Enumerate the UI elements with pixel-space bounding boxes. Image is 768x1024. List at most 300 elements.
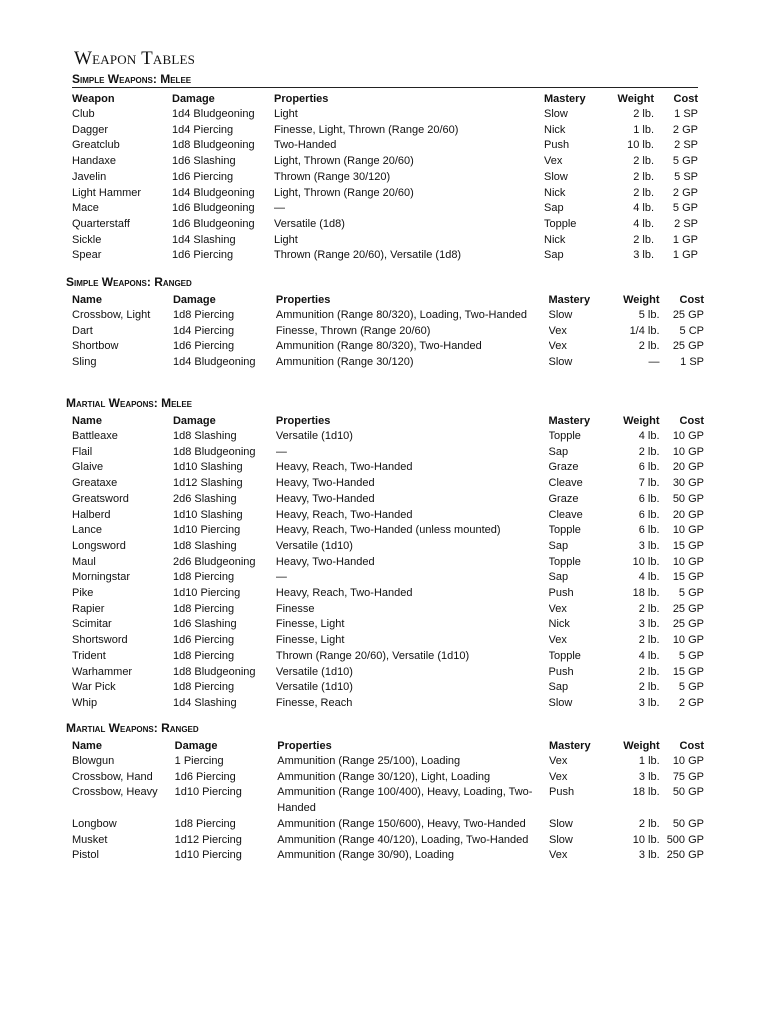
table-cell: Sling (72, 356, 97, 369)
table-row (72, 308, 704, 324)
column-header: Mastery (544, 93, 586, 105)
table-cell: 1d6 Piercing (172, 634, 235, 647)
table-cell: 10 GP (672, 430, 704, 442)
table-row (72, 154, 698, 170)
table-cell: 1d4 Slashing (172, 233, 236, 246)
table-cell: Mace (72, 202, 99, 215)
table-cell: Two-Handed (274, 139, 337, 152)
table-cell: 1d4 Piercing (172, 324, 235, 337)
table-cell: Heavy, Reach, Two-Handed (unless mounted) (275, 524, 501, 537)
table-cell: Finesse, Light, Thrown (Range 20/60) (274, 123, 459, 136)
table-cell: Slow (544, 170, 568, 183)
table-cell: 2 GP (672, 123, 698, 136)
table-cell: 1d4 Bludgeoning (172, 186, 255, 199)
table-cell: 1d4 Bludgeoning (172, 356, 256, 369)
table-row (72, 138, 698, 154)
table-cell: 3 lb. (638, 696, 660, 709)
table-header-row (72, 292, 704, 308)
table-cell: Light (274, 108, 298, 120)
table-cell: 1d8 Piercing (172, 571, 235, 584)
table-cell: Graze (548, 492, 579, 505)
table-cell: 1d12 Piercing (174, 833, 242, 846)
table-cell: Slow (549, 817, 573, 830)
table-cell: 6 lb. (638, 461, 660, 474)
table-cell: Halberd (72, 508, 111, 521)
table-cell: 1d8 Bludgeoning (172, 139, 255, 152)
table-cell: 2d6 Bludgeoning (172, 555, 256, 568)
table-cell: 5 GP (672, 202, 698, 215)
table-cell: 75 GP (672, 770, 704, 783)
table-row (72, 107, 698, 123)
table-cell: Graze (548, 461, 579, 474)
table-cell: Slow (548, 309, 573, 321)
column-header: Damage (172, 294, 216, 306)
table-cell: Versatile (1d10) (275, 681, 353, 694)
page-title: Weapon Tables (74, 48, 196, 69)
table-cell: 1 Piercing (174, 755, 224, 767)
table-header-row (72, 738, 704, 754)
table-cell: 10 GP (672, 555, 704, 568)
table-cell: Topple (548, 430, 581, 442)
table-cell: Versatile (1d8) (274, 217, 345, 230)
table-cell: 500 GP (666, 833, 704, 846)
table-cell: Battleaxe (72, 430, 118, 442)
table-cell: Ammunition (Range 80/320), Loading, Two-Handed (275, 309, 528, 321)
table-cell: Ammunition (Range 150/600), Heavy, Two-Handed (277, 817, 526, 830)
table-cell: 1d10 Piercing (174, 786, 242, 799)
column-header: Cost (679, 294, 704, 306)
table-cell: Heavy, Two-Handed (275, 477, 375, 490)
table-cell: 2 lb. (638, 602, 660, 615)
table-row (72, 460, 704, 476)
table-cell: Heavy, Reach, Two-Handed (275, 587, 413, 600)
table-cell: 1d4 Slashing (172, 696, 237, 709)
table-row (72, 339, 704, 355)
table-cell: Topple (544, 217, 577, 230)
table-cell: 2 lb. (633, 233, 654, 246)
table-cell: Sap (544, 249, 564, 262)
table-cell: Vex (548, 634, 567, 647)
table-cell: Thrown (Range 20/60), Versatile (1d10) (275, 649, 470, 662)
table-cell: — (275, 445, 287, 458)
table-cell: 4 lb. (633, 202, 654, 215)
column-header: Weapon (72, 93, 115, 105)
table-cell: 4 lb. (638, 571, 660, 584)
table-cell: Handaxe (72, 155, 117, 168)
table-row (72, 233, 698, 249)
table-cell: Crossbow, Heavy (72, 786, 158, 799)
table-row (72, 680, 704, 696)
table-cell: 1 lb. (638, 755, 660, 767)
column-header: Mastery (549, 740, 591, 752)
table-cell: Light, Thrown (Range 20/60) (274, 186, 414, 199)
table-cell: 1 GP (672, 249, 698, 262)
table-cell: Maul (72, 555, 96, 568)
table-cell: 10 lb. (632, 555, 660, 568)
table-cell: Crossbow, Light (72, 309, 151, 321)
table-cell: Topple (548, 524, 581, 537)
table-cell: Sap (548, 571, 569, 584)
table-row (72, 770, 704, 786)
table-cell: Finesse (275, 602, 315, 615)
table-cell: 4 lb. (638, 649, 660, 662)
table-cell: 1d10 Piercing (172, 524, 241, 537)
column-header: Cost (673, 93, 698, 105)
table-cell: Ammunition (Range 30/120), Light, Loading (277, 770, 491, 783)
table-cell: Nick (544, 123, 566, 136)
table-cell: Scimitar (72, 618, 112, 631)
table-cell: 3 lb. (633, 249, 654, 262)
table-cell: 1d4 Bludgeoning (172, 108, 255, 120)
table-row (72, 649, 704, 665)
table-cell: Push (548, 587, 574, 600)
table-cell: 3 lb. (638, 849, 660, 862)
table-cell: Vex (544, 155, 563, 168)
table-cell: 1d6 Piercing (172, 340, 235, 353)
table-cell: Heavy, Two-Handed (275, 555, 375, 568)
column-header: Weight (623, 740, 660, 752)
table-cell: 1d6 Piercing (172, 249, 234, 262)
table-cell: Ammunition (Range 30/90), Loading (277, 849, 455, 862)
table-row (72, 492, 704, 508)
table-cell: 1/4 lb. (629, 324, 660, 337)
heading-rule (72, 87, 698, 88)
table-cell: 2 SP (674, 139, 698, 152)
table-row (72, 445, 704, 461)
table-cell: 20 GP (672, 461, 704, 474)
table-cell: — (648, 356, 660, 369)
column-header: Properties (275, 294, 331, 306)
table-row (72, 633, 704, 649)
table-row (72, 617, 704, 633)
table-cell: 1d8 Piercing (172, 309, 235, 321)
table-cell: Nick (544, 186, 566, 199)
table-row (72, 785, 704, 816)
table-cell: Slow (544, 108, 568, 120)
table-cell: Ammunition (Range 25/100), Loading (277, 755, 461, 767)
table-cell: Light (274, 233, 298, 246)
table-cell: 1d6 Piercing (172, 170, 234, 183)
column-header: Properties (277, 740, 332, 752)
table-row (72, 186, 698, 202)
table-cell: 18 lb. (632, 587, 660, 600)
table-cell: Push (549, 786, 575, 799)
table-cell: Rapier (72, 602, 105, 615)
table-cell: 3 lb. (638, 618, 660, 631)
table-row (72, 602, 704, 618)
table-cell: 1d12 Slashing (172, 477, 243, 490)
table-cell: Greatclub (72, 139, 120, 152)
table-row (72, 508, 704, 524)
table-cell: Ammunition (Range 30/120) (275, 356, 414, 369)
weapon-table (72, 91, 698, 264)
table-cell: 50 GP (672, 817, 704, 830)
section-heading: Martial Weapons: Ranged (66, 721, 199, 735)
table-cell: 10 GP (672, 524, 704, 537)
table-cell: 1d8 Piercing (172, 649, 235, 662)
column-header: Weight (623, 294, 660, 306)
table-cell: 6 lb. (638, 524, 660, 537)
table-cell: 1d8 Slashing (172, 430, 237, 442)
table-cell: Versatile (1d10) (275, 665, 353, 678)
table-cell: 1d6 Bludgeoning (172, 217, 255, 230)
table-cell: 6 lb. (638, 492, 660, 505)
table-cell: Finesse, Light (275, 634, 345, 647)
table-cell: Ammunition (Range 80/320), Two-Handed (275, 340, 482, 353)
table-cell: Quarterstaff (72, 217, 130, 230)
column-header: Damage (172, 93, 215, 105)
table-row (72, 848, 704, 864)
table-cell: Dart (72, 324, 93, 337)
table-cell: Sap (548, 539, 569, 552)
column-header: Properties (274, 93, 329, 105)
table-cell: Finesse, Light (275, 618, 345, 631)
section-simple-ranged (66, 274, 704, 371)
table-cell: Topple (548, 649, 581, 662)
table-cell: 25 GP (672, 618, 704, 631)
table-row (72, 523, 704, 539)
table-cell: 4 lb. (633, 217, 654, 230)
section-heading: Simple Weapons: Ranged (66, 275, 192, 289)
table-row (72, 429, 704, 445)
table-row (72, 754, 704, 770)
table-row (72, 665, 704, 681)
table-cell: Javelin (72, 170, 107, 183)
table-cell: Vex (549, 755, 568, 767)
table-cell: 10 GP (672, 755, 704, 767)
table-cell: 2 lb. (633, 108, 654, 120)
table-cell: 5 lb. (638, 309, 660, 321)
column-header: Name (72, 294, 102, 306)
table-row (72, 248, 698, 264)
section-martial-melee (66, 395, 704, 712)
table-cell: 1d6 Piercing (174, 770, 236, 783)
table-cell: Light, Thrown (Range 20/60) (274, 155, 414, 168)
table-cell: Ammunition (Range 100/400), Heavy, Loading, Two-Handed (277, 786, 533, 815)
table-cell: Slow (548, 696, 573, 709)
table-cell: 25 GP (672, 340, 704, 353)
table-cell: 20 GP (672, 508, 704, 521)
table-cell: 1d10 Piercing (172, 587, 241, 600)
table-cell: 30 GP (672, 477, 704, 490)
table-cell: Longbow (72, 817, 117, 830)
table-cell: Nick (548, 618, 570, 631)
table-cell: Topple (548, 555, 581, 568)
table-cell: Slow (548, 356, 573, 369)
table-row (72, 555, 704, 571)
table-cell: Sickle (72, 233, 102, 246)
table-cell: 5 SP (674, 170, 698, 183)
table-cell: 6 lb. (638, 508, 660, 521)
table-cell: 50 GP (672, 492, 704, 505)
table-cell: 18 lb. (632, 786, 660, 799)
table-cell: 1d8 Slashing (172, 539, 237, 552)
table-cell: 1d8 Bludgeoning (172, 445, 256, 458)
table-cell: Shortbow (72, 340, 119, 353)
table-cell: 1d6 Slashing (172, 618, 237, 631)
table-cell: 2 lb. (633, 170, 654, 183)
table-row (72, 217, 698, 233)
table-cell: Whip (72, 696, 98, 709)
table-cell: Blowgun (72, 755, 115, 767)
table-cell: 1 GP (672, 233, 698, 246)
table-cell: 4 lb. (638, 430, 660, 442)
table-cell: 2 lb. (638, 665, 660, 678)
column-header: Name (72, 740, 102, 752)
section-martial-ranged (66, 720, 704, 864)
table-row (72, 539, 704, 555)
table-row (72, 476, 704, 492)
table-cell: Sap (544, 202, 564, 215)
table-cell: 5 GP (672, 155, 698, 168)
table-cell: Spear (72, 249, 102, 262)
table-cell: 1d8 Piercing (172, 602, 235, 615)
table-cell: Glaive (72, 461, 104, 474)
table-cell: Warhammer (72, 665, 133, 678)
table-cell: 25 GP (672, 309, 704, 321)
column-header: Properties (275, 415, 331, 427)
table-cell: 25 GP (672, 602, 704, 615)
table-cell: Finesse, Thrown (Range 20/60) (275, 324, 431, 337)
table-cell: 1d8 Piercing (172, 681, 235, 694)
table-cell: 2 GP (678, 696, 704, 709)
table-cell: 2 lb. (638, 681, 660, 694)
table-cell: 2 lb. (638, 634, 660, 647)
table-cell: Push (544, 139, 570, 152)
table-cell: — (274, 202, 285, 215)
table-cell: Thrown (Range 30/120) (274, 170, 391, 183)
table-cell: Shortsword (72, 634, 128, 647)
section-heading: Martial Weapons: Melee (66, 396, 192, 410)
column-header: Mastery (548, 294, 591, 306)
column-header: Damage (172, 415, 216, 427)
section-simple-melee (72, 71, 698, 264)
table-cell: 2 GP (672, 186, 698, 199)
table-header-row (72, 413, 704, 429)
table-cell: Longsword (72, 539, 126, 552)
table-cell: 1d10 Piercing (174, 849, 242, 862)
table-header-row (72, 91, 698, 107)
table-cell: 5 GP (678, 649, 704, 662)
table-cell: Greataxe (72, 477, 118, 490)
table-cell: 3 lb. (638, 770, 660, 783)
table-cell: 1d8 Bludgeoning (172, 665, 256, 678)
table-cell: 1d6 Slashing (172, 155, 236, 168)
table-cell: 1 lb. (633, 123, 654, 136)
table-cell: Push (548, 665, 574, 678)
weapon-table (72, 292, 704, 371)
table-cell: Vex (548, 324, 567, 337)
column-header: Cost (679, 415, 704, 427)
column-header: Damage (174, 740, 218, 752)
table-cell: 10 lb. (627, 139, 654, 152)
column-header: Mastery (548, 415, 591, 427)
table-cell: Light Hammer (72, 186, 142, 199)
table-row (72, 586, 704, 602)
table-cell: 2 lb. (633, 186, 654, 199)
table-cell: Musket (72, 833, 108, 846)
table-row (72, 696, 704, 712)
table-cell: 5 CP (679, 324, 704, 337)
table-cell: Heavy, Reach, Two-Handed (275, 508, 413, 521)
weapon-table (72, 738, 704, 864)
table-cell: 1d4 Piercing (172, 123, 234, 136)
table-cell: 5 GP (678, 681, 704, 694)
table-row (72, 833, 704, 849)
table-cell: 10 lb. (632, 833, 660, 846)
table-row (72, 570, 704, 586)
table-cell: Heavy, Reach, Two-Handed (275, 461, 413, 474)
table-cell: Vex (548, 602, 567, 615)
table-cell: Vex (549, 770, 568, 783)
table-cell: 7 lb. (638, 477, 660, 490)
table-cell: 1d10 Slashing (172, 508, 243, 521)
section-heading: Simple Weapons: Melee (72, 72, 192, 86)
table-cell: 2 lb. (638, 445, 660, 458)
table-row (72, 355, 704, 371)
table-cell: Club (72, 108, 95, 120)
table-cell: 15 GP (672, 571, 704, 584)
table-cell: 1 SP (674, 108, 698, 120)
table-cell: Pistol (72, 849, 99, 862)
table-cell: 10 GP (672, 634, 704, 647)
table-cell: Trident (72, 649, 106, 662)
table-cell: 1d10 Slashing (172, 461, 243, 474)
table-cell: — (275, 571, 287, 584)
table-row (72, 324, 704, 340)
table-cell: Greatsword (72, 492, 129, 505)
table-cell: 15 GP (672, 665, 704, 678)
table-cell: 3 lb. (638, 539, 660, 552)
table-cell: 2 lb. (633, 155, 654, 168)
table-cell: Sap (548, 445, 569, 458)
table-cell: Thrown (Range 20/60), Versatile (1d8) (274, 249, 462, 262)
table-cell: Finesse, Reach (275, 696, 353, 709)
table-cell: War Pick (72, 681, 116, 694)
table-cell: 2d6 Slashing (172, 492, 237, 505)
table-row (72, 817, 704, 833)
table-cell: 250 GP (666, 849, 704, 862)
table-cell: 1 SP (680, 356, 704, 369)
table-cell: Vex (548, 340, 567, 353)
table-cell: Heavy, Two-Handed (275, 492, 375, 505)
table-cell: Flail (72, 445, 93, 458)
table-cell: Versatile (1d10) (275, 539, 353, 552)
column-header: Weight (617, 93, 654, 105)
table-cell: 50 GP (672, 786, 704, 799)
table-cell: 2 lb. (638, 817, 660, 830)
column-header: Weight (623, 415, 660, 427)
table-cell: Vex (549, 849, 568, 862)
table-cell: 5 GP (678, 587, 704, 600)
table-cell: Cleave (548, 477, 583, 490)
table-row (72, 123, 698, 139)
table-cell: 1d6 Bludgeoning (172, 202, 255, 215)
table-cell: 2 lb. (638, 340, 660, 353)
table-cell: Pike (72, 587, 94, 600)
weapon-table (72, 413, 704, 712)
table-cell: Crossbow, Hand (72, 770, 153, 783)
table-row (72, 201, 698, 217)
table-cell: Dagger (72, 123, 109, 136)
table-cell: Slow (549, 833, 573, 846)
column-header: Name (72, 415, 102, 427)
table-cell: Lance (72, 524, 102, 537)
table-row (72, 170, 698, 186)
column-header: Cost (679, 740, 704, 752)
table-cell: Sap (548, 681, 569, 694)
table-cell: Cleave (548, 508, 583, 521)
